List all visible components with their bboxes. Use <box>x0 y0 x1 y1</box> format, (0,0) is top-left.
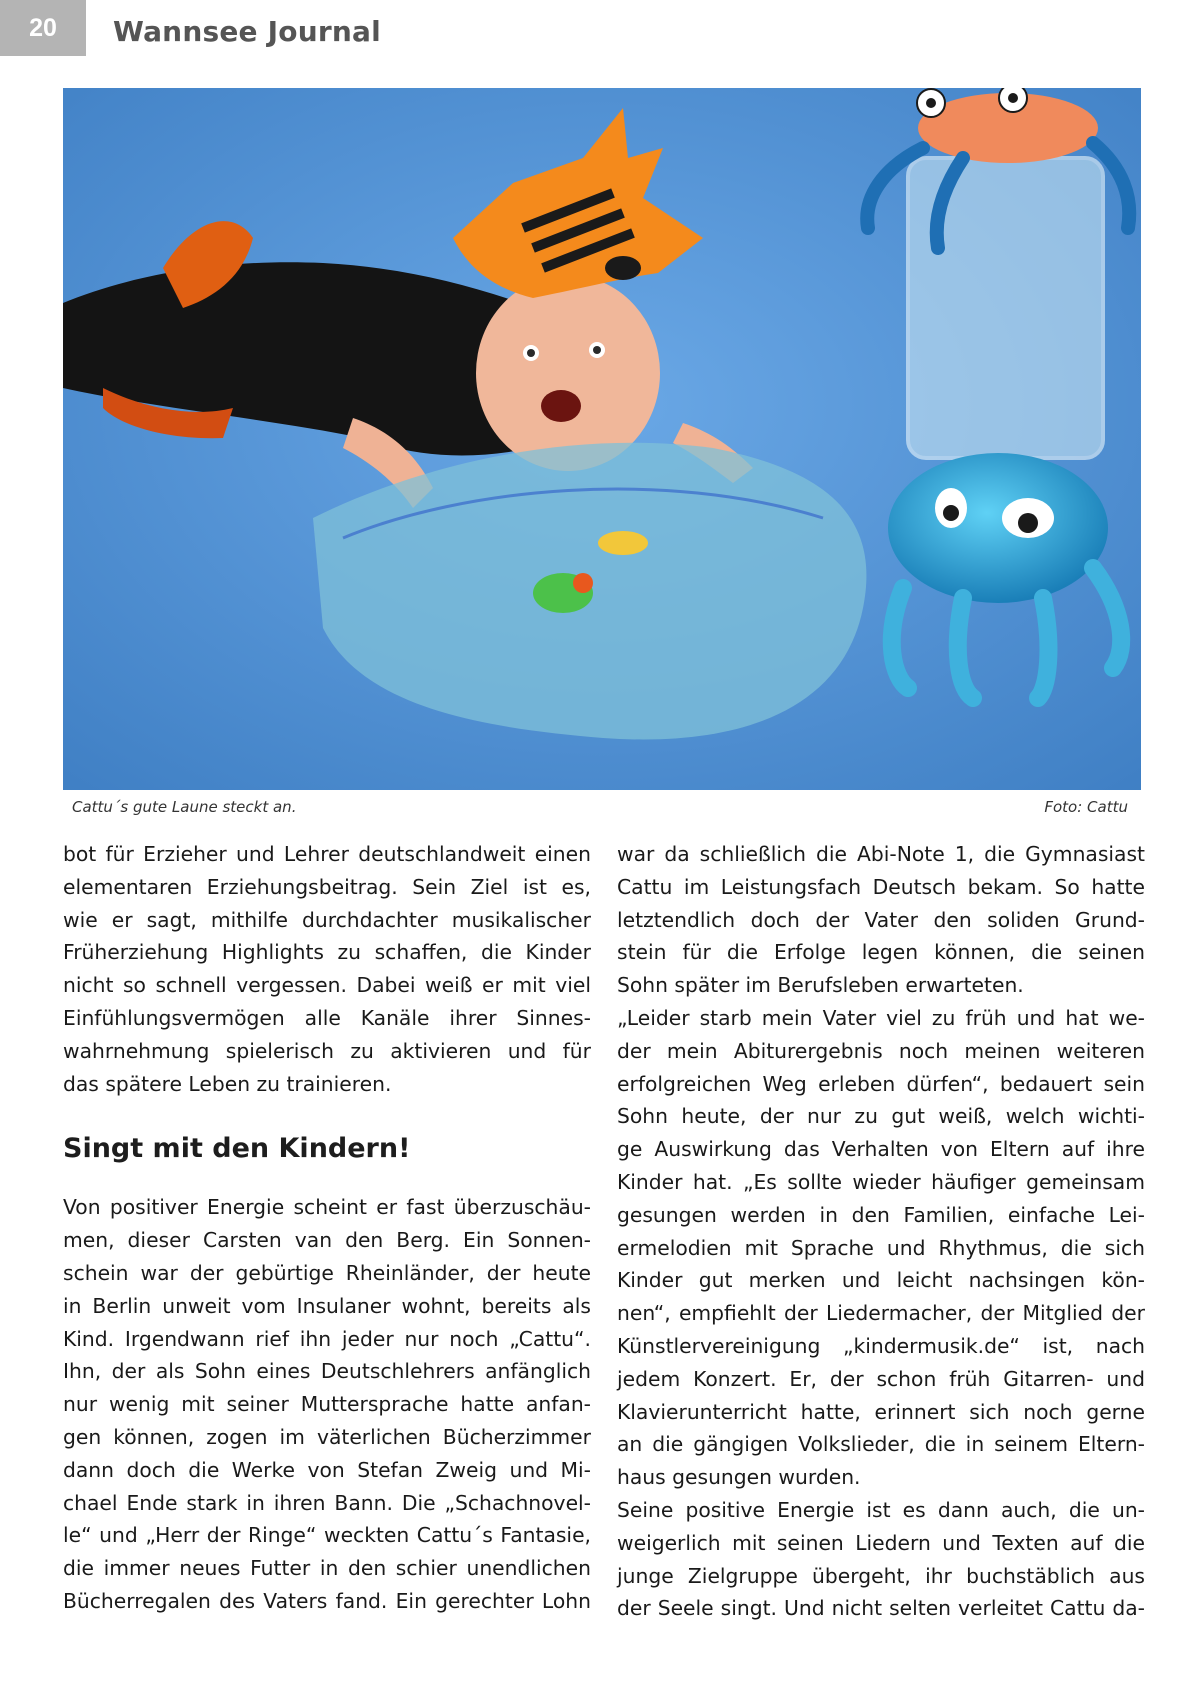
text-line: jedem Konzert. Er, der schon früh Gitarren- und <box>617 1366 1145 1391</box>
text-line: Bücherregalen des Vaters fand. Ein gerechter Lohn <box>63 1588 591 1613</box>
text-line: nur wenig mit seiner Muttersprache hatte anfan- <box>63 1392 591 1417</box>
article-subheading: Singt mit den Kindern! <box>63 1133 411 1165</box>
text-line: Sohn später im Berufsleben erwarteten. <box>617 973 1024 998</box>
text-line: nicht so schnell vergessen. Dabei weiß er mit viel <box>63 973 591 998</box>
text-line: erfolgreichen Weg erleben dürfen“, bedauert sein <box>617 1071 1145 1096</box>
text-line: Künstlervereinigung „kindermusik.de“ ist, nach <box>617 1333 1145 1358</box>
text-line: Cattu im Leistungsfach Deutsch bekam. So hatte <box>617 874 1145 899</box>
text-line: der mein Abiturergebnis noch meinen weiteren <box>617 1038 1145 1063</box>
text-line: „Leider starb mein Vater viel zu früh und hat we- <box>617 1005 1145 1030</box>
text-line: Kind. Irgendwann rief ihn jeder nur noch „Cattu“. <box>63 1326 591 1351</box>
page-number: 20 <box>0 0 86 56</box>
text-line: gesungen werden in den Familien, einfache Lei- <box>617 1202 1145 1227</box>
text-line: Einfühlungsvermögen alle Kanäle ihrer Sinnes- <box>63 1005 591 1030</box>
text-line: an die gängigen Volkslieder, die in seinem Eltern- <box>617 1432 1145 1457</box>
body-paragraph <box>63 1191 591 1617</box>
text-line: Früherziehung Highlights zu schaffen, die Kinder <box>63 940 591 965</box>
article-column-left <box>63 838 591 1618</box>
text-line: gen können, zogen im väterlichen Bücherzimmer <box>63 1424 591 1449</box>
text-line: Ihn, der als Sohn eines Deutschlehrers anfänglich <box>63 1359 591 1384</box>
text-line: bot für Erzieher und Lehrer deutschlandweit einen <box>63 842 591 866</box>
text-line: chael Ende stark in ihren Bann. Die „Schachnovel- <box>63 1490 591 1515</box>
article-photo <box>63 88 1141 790</box>
text-line: ge Auswirkung das Verhalten von Eltern auf ihre <box>617 1137 1145 1162</box>
text-line: le“ und „Herr der Ringe“ weckten Cattu´s Fantasie, <box>63 1523 591 1548</box>
text-line: dann doch die Werke von Stefan Zweig und Mi- <box>63 1457 591 1482</box>
text-line: nen“, empfiehlt der Liedermacher, der Mitglied der <box>617 1301 1145 1326</box>
photo-caption: Cattu´s gute Laune steckt an. <box>72 798 297 816</box>
text-line: wie er sagt, mithilfe durchdachter musikalischer <box>63 907 591 932</box>
journal-title: Wannsee Journal <box>113 15 381 48</box>
text-line: das spätere Leben zu trainieren. <box>63 1071 392 1096</box>
text-line: Sohn heute, der nur zu gut weiß, welch wichti- <box>617 1104 1145 1129</box>
text-line: war da schließlich die Abi-Note 1, die Gymnasiast <box>617 842 1145 866</box>
intro-paragraph <box>63 838 591 1100</box>
text-line: Seine positive Energie ist es dann auch, die un- <box>617 1497 1145 1522</box>
text-line: wahrnehmung spielerisch zu aktivieren und für <box>63 1038 591 1063</box>
text-line: der Seele singt. Und nicht selten verleitet Cattu da- <box>617 1596 1145 1621</box>
article-column-right <box>617 838 1145 1625</box>
text-line: men, dieser Carsten van den Berg. Ein Sonnen- <box>63 1228 591 1253</box>
text-line: die immer neues Futter in den schier unendlichen <box>63 1556 591 1581</box>
text-line: ermelodien mit Sprache und Rhythmus, die sich <box>617 1235 1145 1260</box>
text-line: stein für die Erfolge legen können, die seinen <box>617 940 1145 965</box>
text-line: schein war der gebürtige Rheinländer, der heute <box>63 1260 591 1285</box>
text-line: Kinder hat. „Es sollte wieder häufiger gemeinsam <box>617 1169 1145 1194</box>
text-line: Von positiver Energie scheint er fast überzuschäu- <box>63 1195 591 1220</box>
text-line: junge Zielgruppe übergeht, ihr buchstäblich aus <box>617 1563 1145 1588</box>
text-line: Kinder gut merken und leicht nachsingen kön- <box>617 1268 1145 1293</box>
photo-credit: Foto: Cattu <box>1044 798 1128 816</box>
text-line: elementaren Erziehungsbeitrag. Sein Ziel ist es, <box>63 874 591 899</box>
text-line: haus gesungen wurden. <box>617 1465 861 1490</box>
text-line: weigerlich mit seinen Liedern und Texten auf die <box>617 1530 1145 1555</box>
text-line: letztendlich doch der Vater den soliden Grund- <box>617 907 1145 932</box>
text-line: Klavierunterricht hatte, erinnert sich noch gerne <box>617 1399 1145 1424</box>
text-line: in Berlin unweit vom Insulaner wohnt, bereits als <box>63 1293 591 1318</box>
